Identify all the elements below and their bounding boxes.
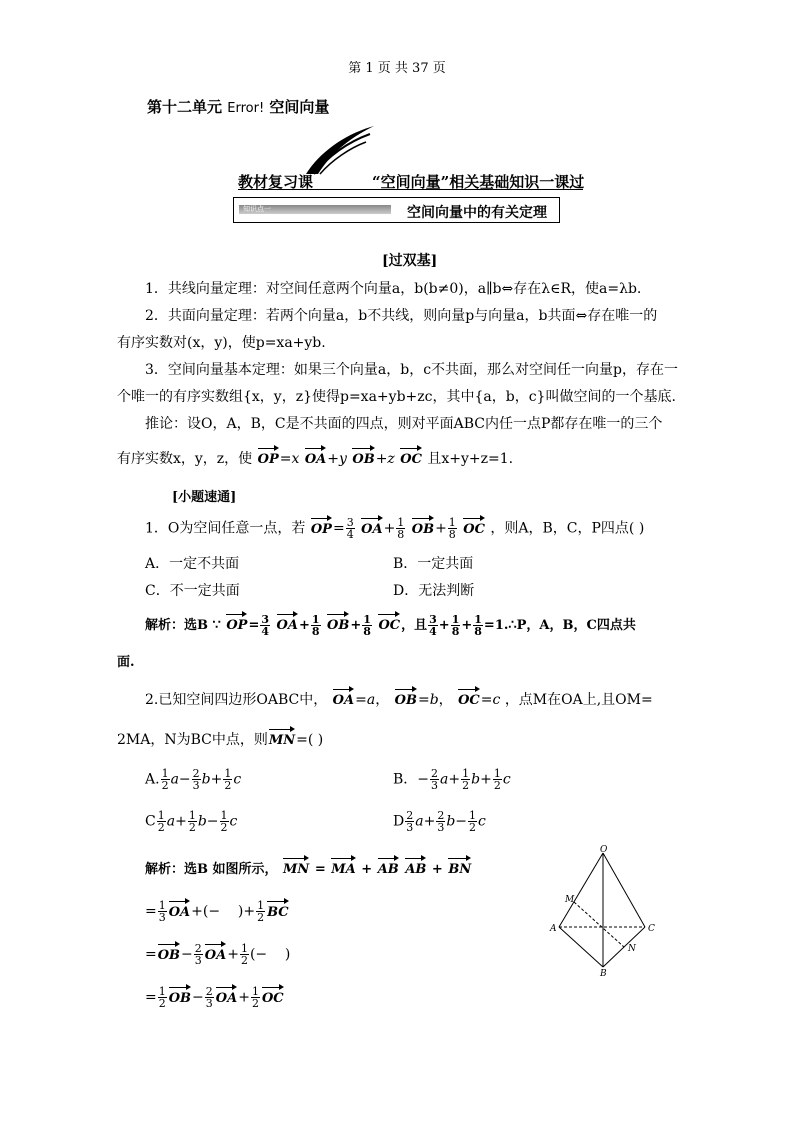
knowledge-tag: 知识点一 [239, 205, 391, 214]
q1-solution-end: 面. [117, 655, 135, 670]
label-O: O [600, 845, 608, 855]
label-N: N [628, 944, 636, 954]
q2-step-1: = $\frac{1}{3}$ OA+(− )+ $\frac{1}{2}$ BC [145, 899, 289, 924]
page-header: 第 1 页 共 37 页 [348, 61, 446, 76]
label-B: B [600, 969, 607, 977]
corollary-line1: 推论：设O，A，B，C是不共面的四点，则对平面ABC内任一点P都存在唯一的三个 [145, 416, 663, 432]
banner-rule [238, 189, 583, 190]
q1-option-d: D．无法判断 [393, 583, 475, 599]
q1-option-a: A．一定不共面 [145, 556, 240, 572]
q1-stem: 1．O为空间任意一点，若 OP= $\frac{3}{4}$ OA+ $\frac{1}{8}$ OB+ $\frac{1}{8}$ OC ，则A，B，C，P四点( ) [145, 516, 645, 541]
q1-option-b: B．一定共面 [393, 556, 474, 572]
knowledge-box [233, 197, 560, 223]
unit-title: 第十二单元 Error! 空间向量 [147, 98, 330, 116]
banner-left: 教材复习课 [238, 173, 314, 191]
corollary-line2: 有序实数x，y，z，使 OP=x OA+y OB+z OC 且x+y+z=1. [117, 451, 514, 467]
section-heading-2: [小题速通] [172, 490, 237, 505]
q2-stem-line2: 2MA，N为BC中点，则MN=( ) [117, 732, 324, 748]
tetrahedron-figure [545, 845, 665, 977]
error-text: Error! [227, 101, 265, 116]
q2-option-b: B．− $\frac{2}{3}$ a+ $\frac{1}{2}$ b+ $\frac{1}{2}$ c [393, 767, 511, 792]
banner-right: “空间向量”相关基础知识一课过 [372, 173, 585, 191]
theorem-2-line1: 2．共面向量定理：若两个向量a，b不共线，则向量p与向量a，b共面⇔存在唯一的 [145, 308, 658, 324]
theorem-2-line2: 有序实数对(x，y)，使p=xa+yb. [117, 335, 326, 351]
q2-step-2: =OB− $\frac{2}{3}$ OA+ $\frac{1}{2}$ (− ) [145, 942, 291, 967]
q1-solution: 解析：选B ∵ OP= $\frac{3}{4}$ OA+ $\frac{1}{8}$ OB+ $\frac{1}{8}$ OC，且 $\frac{3}{4}$ + $\frac{1}{8}$ + $\frac{1}{8}$ =1.∴P，A，B，C四点共 [145, 613, 636, 638]
q2-stem-line1: 2.已知空间四边形OABC中， OA=a， OB=b， OC=c ，点M在OA上,且OM= [145, 692, 653, 708]
q2-option-c: C $\frac{1}{2}$ a+ $\frac{1}{2}$ b− $\frac{1}{2}$ c [145, 809, 238, 834]
q1-option-c: C．不一定共面 [145, 583, 240, 599]
theorem-3-line1: 3．空间向量基本定理：如果三个向量a，b，c不共面，那么对空间任一向量p，存在一 [145, 362, 679, 378]
label-M: M [565, 895, 575, 905]
knowledge-title: 空间向量中的有关定理 [407, 205, 547, 221]
swoosh-logo [300, 122, 380, 178]
theorem-3-line2: 个唯一的有序实数组{x，y，z}使得p=xa+yb+zc，其中{a，b，c}叫做空间的一个基底. [117, 389, 676, 405]
q2-option-d: D $\frac{2}{3}$ a+ $\frac{2}{3}$ b− $\frac{1}{2}$ c [393, 809, 486, 834]
label-A: A [550, 924, 557, 934]
q2-step-3: = $\frac{1}{2}$ OB− $\frac{2}{3}$ OA+ $\frac{1}{2}$ OC [145, 985, 284, 1010]
q2-option-a: A. $\frac{1}{2}$ a− $\frac{2}{3}$ b+ $\frac{1}{2}$ c [145, 767, 242, 792]
theorem-1: 1．共线向量定理：对空间任意两个向量a，b(b≠0)，a∥b⇔存在λ∈R，使a=λb. [145, 281, 642, 297]
label-C: C [648, 924, 655, 934]
section-heading: [过双基] [382, 253, 438, 269]
q2-solution: 解析：选B 如图所示， MN = MA + AB AB + BN [145, 862, 472, 877]
